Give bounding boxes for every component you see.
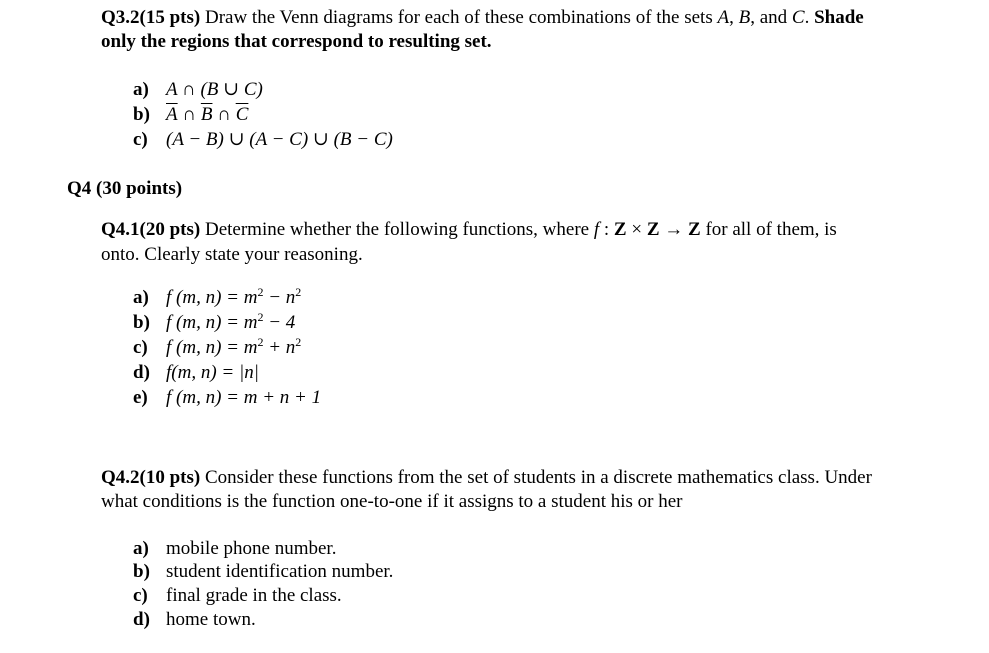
q4-1-text: Determine whether the following functions, where — [200, 219, 594, 240]
integers-z: Z — [646, 219, 660, 240]
item-text: student identification number. — [166, 561, 394, 582]
period: . — [804, 7, 815, 28]
q4-2-item-c — [133, 584, 342, 608]
q3-2-item-c — [133, 128, 393, 152]
exponent: 2 — [295, 335, 302, 349]
comma: , — [729, 7, 739, 28]
item-expression: (A − B) ∪ (A − C) ∪ (B − C) — [166, 129, 393, 150]
item-label: a) — [133, 79, 149, 100]
item-text: home town. — [166, 609, 256, 630]
item-label: d) — [133, 609, 150, 630]
q4-1-item-c — [133, 336, 301, 360]
q4-2-line2: what conditions is the function one-to-one if it assigns to a student his or her — [101, 491, 683, 512]
intersection-symbol: ∩ — [212, 104, 236, 125]
q3-2-paragraph — [101, 6, 864, 30]
item-label: b) — [133, 104, 150, 125]
exponent: 2 — [257, 310, 264, 324]
q4-1-text-tail: for all of them, is — [700, 219, 837, 240]
q4-1-item-e — [133, 386, 321, 410]
q3-2-heading: Q3.2(15 pts) — [101, 7, 201, 28]
item-expression: f (m, n) = m — [166, 337, 258, 358]
set-c: C — [791, 7, 805, 28]
q4-2-text: Consider these functions from the set of students in a discrete mathematics class. Under — [200, 467, 872, 488]
complement-a: $\overline{A}$ — [166, 104, 178, 125]
exponent: 2 — [295, 285, 302, 299]
colon: : — [599, 219, 614, 240]
exponent: 2 — [257, 335, 264, 349]
times-symbol: × — [626, 219, 647, 240]
q3-2-item-b — [133, 103, 248, 127]
q4-2-paragraph — [101, 466, 872, 490]
q3-2-bold-line2: only the regions that correspond to resulting set. — [101, 31, 492, 52]
integers-z: Z — [688, 219, 701, 240]
item-expression: f (m, n) = m + n + 1 — [166, 387, 322, 408]
complement-b: $\overline{B}$ — [200, 104, 213, 125]
set-a: A — [717, 7, 730, 28]
q3-2-text: Draw the Venn diagrams for each of these combinations of the sets — [200, 7, 718, 28]
q4-1-item-d — [133, 361, 259, 385]
item-text: final grade in the class. — [166, 585, 342, 606]
exponent: 2 — [257, 285, 264, 299]
q4-1-paragraph — [101, 218, 837, 242]
item-expression: f(m, n) = |n| — [166, 362, 259, 383]
item-label: b) — [133, 312, 150, 333]
item-expression: A ∩ (B ∪ C) — [166, 79, 263, 100]
item-label: b) — [133, 561, 150, 582]
item-expression-cont: + n — [263, 337, 296, 358]
q4-2-heading: Q4.2(10 pts) — [101, 467, 201, 488]
item-expression-cont: − 4 — [263, 312, 296, 333]
arrow-icon: → — [659, 219, 688, 240]
and-text: , and — [750, 7, 792, 28]
complement-c: $\overline{C}$ — [235, 104, 249, 125]
q4-heading: Q4 (30 points) — [67, 178, 183, 199]
item-expression-cont: − n — [263, 287, 296, 308]
item-expression: f (m, n) = m — [166, 312, 258, 333]
q4-1-heading: Q4.1(20 pts) — [101, 219, 201, 240]
q3-2-item-a — [133, 78, 263, 102]
set-b: B — [738, 7, 751, 28]
q4-2-item-d — [133, 608, 256, 632]
integers-z: Z — [613, 219, 627, 240]
q3-2-bold-shade: Shade — [814, 7, 864, 28]
q4-1-item-a — [133, 286, 301, 310]
item-text: mobile phone number. — [166, 538, 337, 559]
item-label: c) — [133, 129, 148, 150]
item-label: c) — [133, 585, 148, 606]
q4-2-item-b — [133, 560, 393, 584]
item-label: d) — [133, 362, 150, 383]
item-expression: f (m, n) = m — [166, 287, 258, 308]
item-label: a) — [133, 287, 149, 308]
item-label: c) — [133, 337, 148, 358]
q4-1-line2: onto. Clearly state your reasoning. — [101, 244, 363, 265]
q4-1-item-b — [133, 311, 295, 335]
intersection-symbol: ∩ — [177, 104, 201, 125]
function-f: f — [593, 219, 600, 240]
item-label: e) — [133, 387, 148, 408]
item-label: a) — [133, 538, 149, 559]
q4-2-item-a — [133, 537, 336, 561]
